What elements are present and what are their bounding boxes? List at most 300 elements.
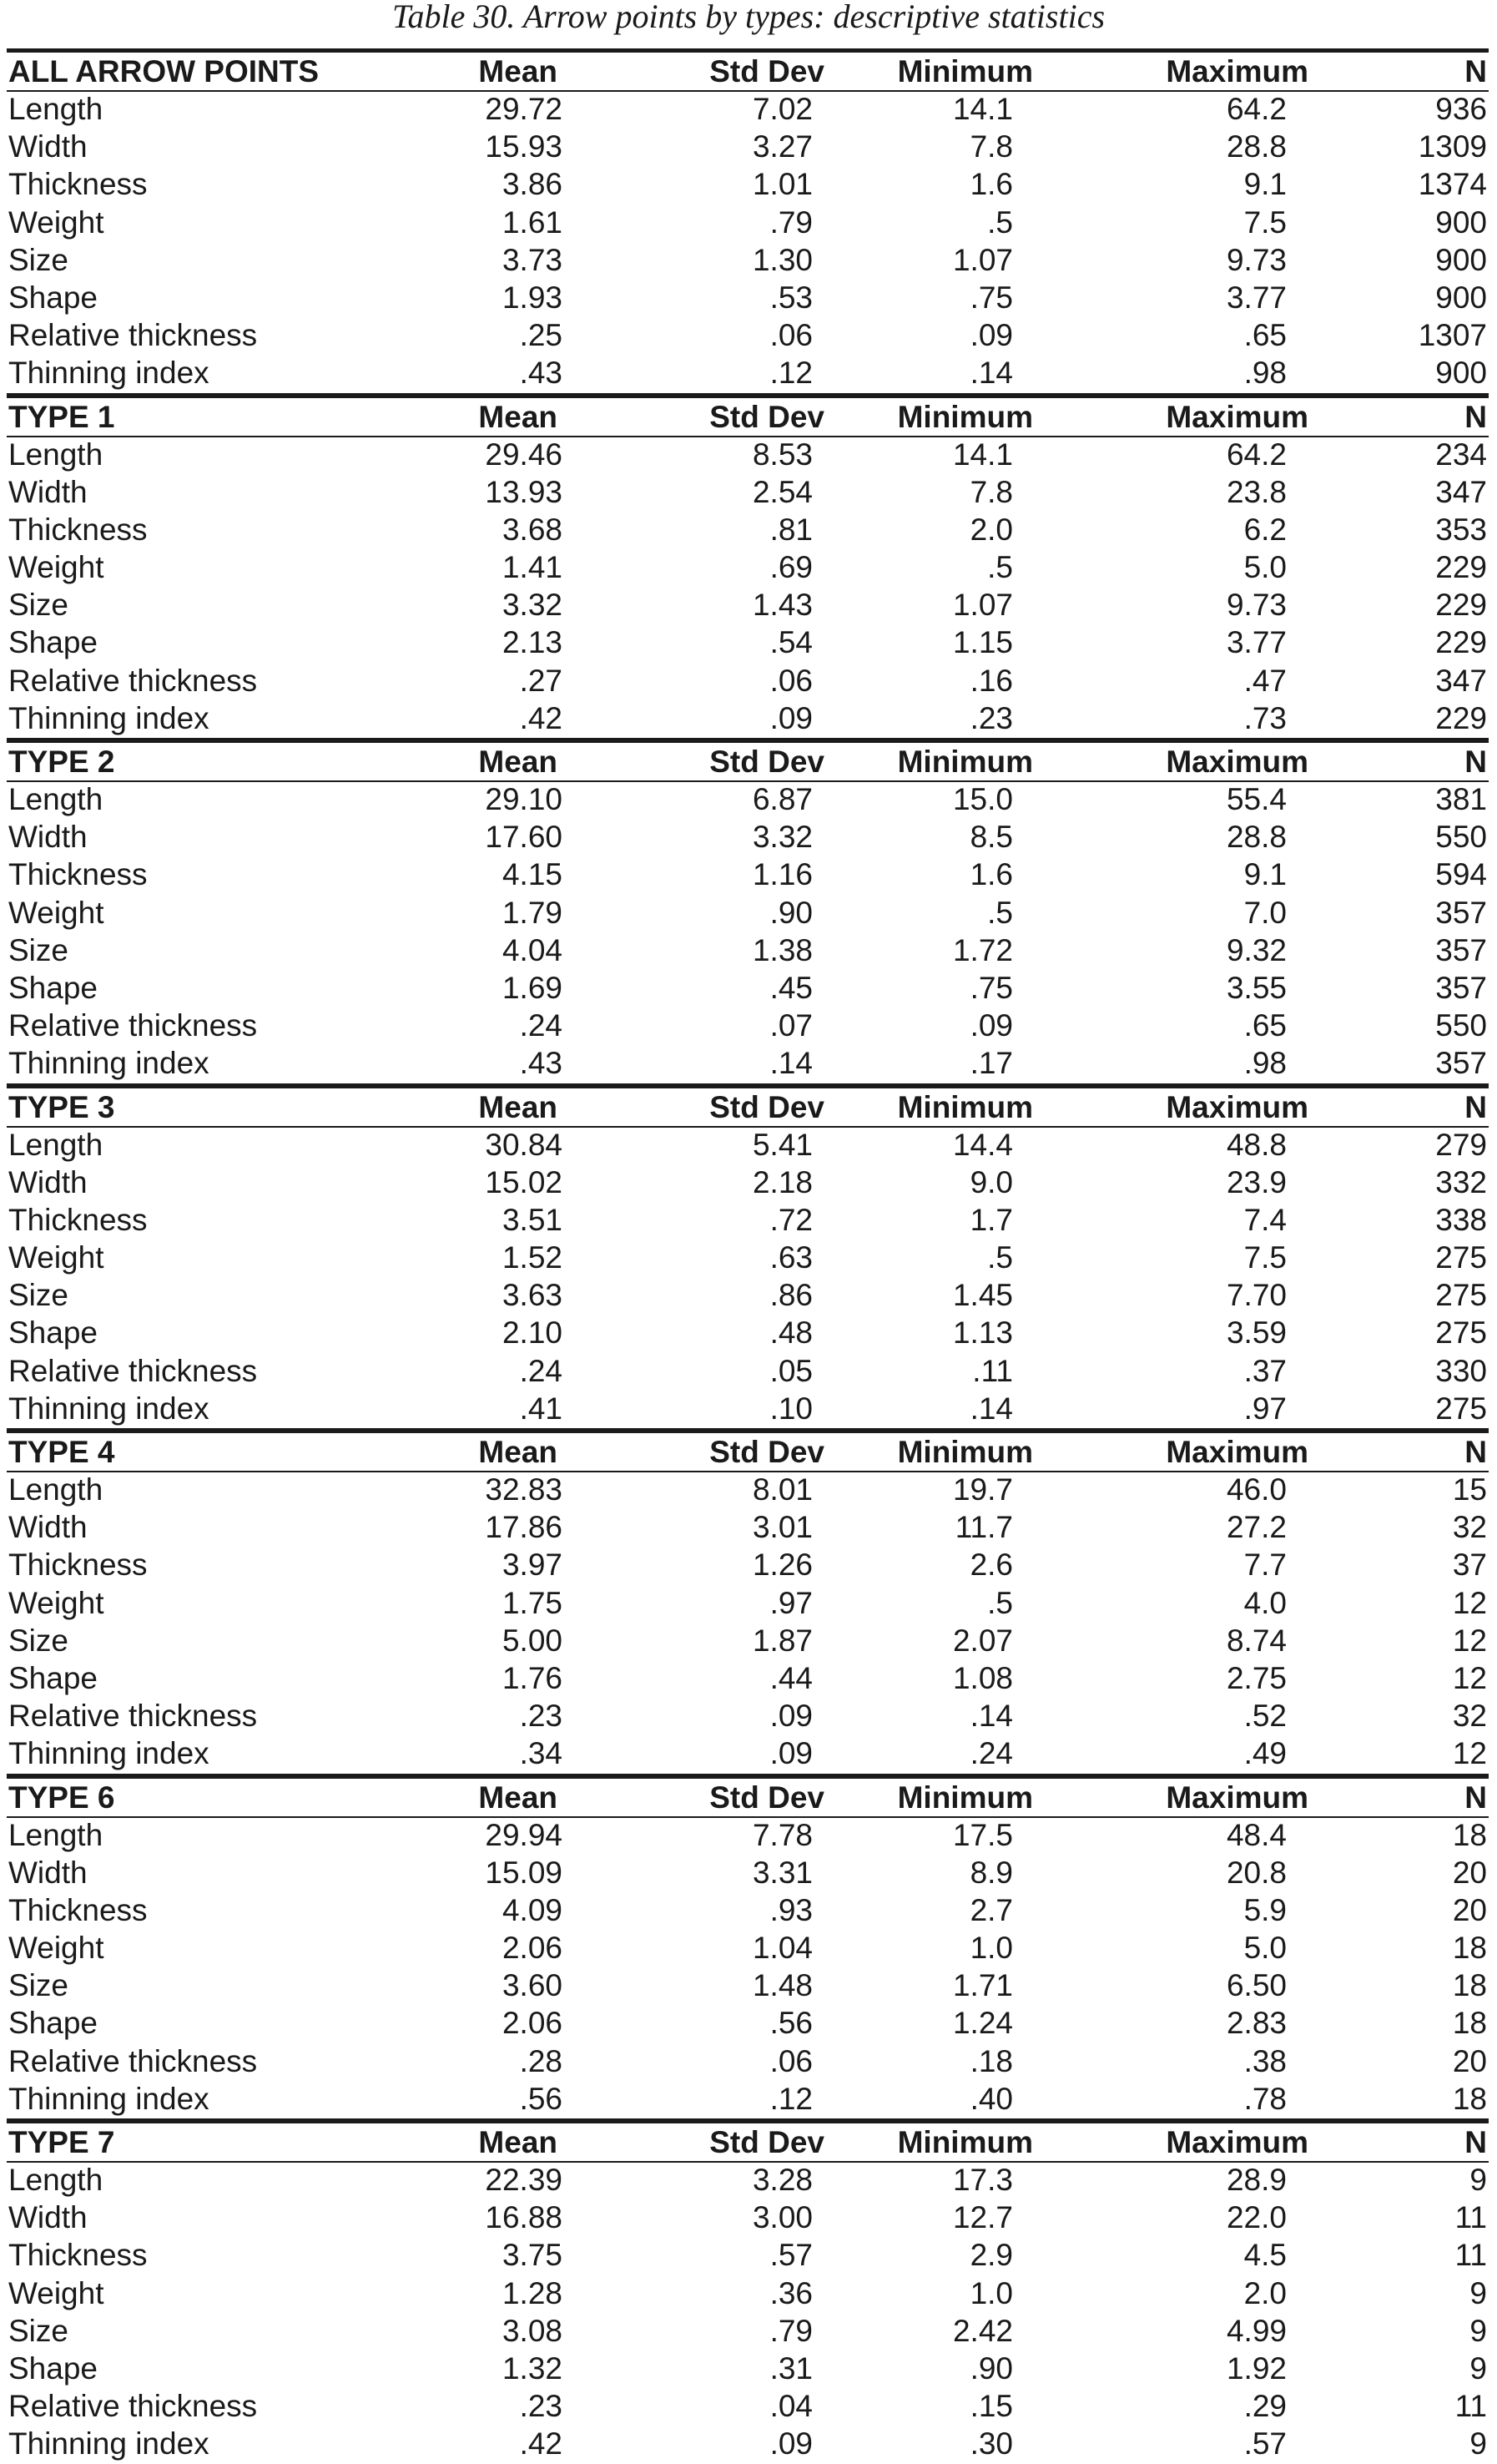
table-cell: .06 xyxy=(769,663,813,698)
table-cell: 20 xyxy=(1452,1855,1487,1890)
column-header: Maximum xyxy=(1166,2125,1308,2159)
table-cell: 64.2 xyxy=(1226,437,1287,472)
table-cell: 12 xyxy=(1452,1585,1487,1620)
section-title: TYPE 1 xyxy=(8,399,115,434)
table-cell: 22.39 xyxy=(485,2163,562,2197)
table-cell: 2.9 xyxy=(970,2238,1013,2273)
row-label: Shape xyxy=(8,1315,98,1351)
row-label: Weight xyxy=(8,2275,104,2310)
table-cell: 3.28 xyxy=(752,2163,813,2197)
table-cell: 6.50 xyxy=(1226,1968,1287,2003)
table-section xyxy=(7,1428,1489,1774)
table-cell: 7.0 xyxy=(1243,895,1287,930)
table-cell: .28 xyxy=(519,2043,562,2078)
table-section xyxy=(7,1083,1489,1429)
table-cell: 1.07 xyxy=(952,588,1013,623)
table-cell: 7.02 xyxy=(752,92,813,126)
table-cell: 357 xyxy=(1435,1046,1487,1081)
row-label: Relative thickness xyxy=(8,663,258,698)
row-label: Size xyxy=(8,1623,68,1658)
table-cell: 234 xyxy=(1435,437,1487,472)
table-cell: 12 xyxy=(1452,1660,1487,1695)
table-cell: 27.2 xyxy=(1226,1510,1287,1545)
table-cell: 3.08 xyxy=(502,2313,562,2348)
table-row xyxy=(7,1277,1489,1315)
table-cell: .23 xyxy=(519,1699,562,1734)
row-label: Size xyxy=(8,1968,68,2003)
table-cell: .24 xyxy=(519,1008,562,1043)
table-cell: 9 xyxy=(1469,2313,1487,2348)
table-cell: .72 xyxy=(769,1202,813,1237)
table-row xyxy=(7,1007,1489,1045)
table-cell: 7.78 xyxy=(752,1817,813,1852)
table-row xyxy=(7,624,1489,662)
table-cell: .12 xyxy=(769,356,813,391)
section-header-row xyxy=(7,1774,1489,1817)
table-row xyxy=(7,856,1489,894)
table-cell: 279 xyxy=(1435,1127,1487,1162)
table-cell: 9.1 xyxy=(1243,857,1287,892)
table-cell: 3.97 xyxy=(502,1548,562,1583)
table-cell: 8.5 xyxy=(970,820,1013,855)
table-cell: 28.8 xyxy=(1226,820,1287,855)
column-header: N xyxy=(1464,745,1487,779)
table-cell: 1307 xyxy=(1418,318,1487,353)
table-cell: .31 xyxy=(769,2350,813,2386)
row-label: Shape xyxy=(8,2006,98,2041)
table-row xyxy=(7,1585,1489,1623)
row-label: Relative thickness xyxy=(8,1699,258,1734)
row-label: Width xyxy=(8,820,88,855)
column-header: Minimum xyxy=(897,745,1033,779)
table-cell: 7.5 xyxy=(1243,1240,1287,1275)
table-row xyxy=(7,1817,1489,1855)
table-cell: 64.2 xyxy=(1226,92,1287,126)
row-label: Weight xyxy=(8,550,104,585)
table-cell: 1.69 xyxy=(502,970,562,1005)
row-label: Weight xyxy=(8,1585,104,1620)
table-cell: 18 xyxy=(1452,2006,1487,2041)
table-cell: .42 xyxy=(519,700,562,735)
table-cell: 347 xyxy=(1435,474,1487,509)
table-cell: 1.52 xyxy=(502,1240,562,1275)
table-cell: .78 xyxy=(1243,2081,1287,2116)
table-cell: 48.4 xyxy=(1226,1817,1287,1852)
table-cell: 20.8 xyxy=(1226,1855,1287,1890)
table-cell: .5 xyxy=(987,1585,1013,1620)
column-header: N xyxy=(1464,54,1487,88)
column-header: Std Dev xyxy=(709,2125,824,2159)
table-cell: .47 xyxy=(1243,663,1287,698)
table-cell: .06 xyxy=(769,2043,813,2078)
column-header: Minimum xyxy=(897,399,1033,434)
table-cell: 6.87 xyxy=(752,782,813,816)
table-cell: 29.10 xyxy=(485,782,562,816)
table-cell: 46.0 xyxy=(1226,1472,1287,1507)
table-cell: 1.32 xyxy=(502,2350,562,2386)
column-header: Mean xyxy=(478,1435,557,1469)
table-cell: 2.06 xyxy=(502,2006,562,2041)
table-cell: .52 xyxy=(1243,1699,1287,1734)
table-cell: 330 xyxy=(1435,1353,1487,1388)
table-cell: 30.84 xyxy=(485,1127,562,1162)
table-row xyxy=(7,932,1489,970)
table-row xyxy=(7,2313,1489,2350)
table-cell: 7.8 xyxy=(970,474,1013,509)
table-cell: 8.74 xyxy=(1226,1623,1287,1658)
table-cell: 1.01 xyxy=(752,167,813,202)
row-label: Length xyxy=(8,1817,103,1852)
table-cell: 8.53 xyxy=(752,437,813,472)
table-cell: .53 xyxy=(769,280,813,315)
table-cell: 2.0 xyxy=(1243,2275,1287,2310)
table-row xyxy=(7,2199,1489,2237)
table-cell: .5 xyxy=(987,204,1013,240)
table-cell: .57 xyxy=(769,2238,813,2273)
column-header: Maximum xyxy=(1166,1780,1308,1815)
column-header: Std Dev xyxy=(709,745,824,779)
table-cell: 2.54 xyxy=(752,474,813,509)
section-header-row xyxy=(7,48,1489,91)
row-label: Length xyxy=(8,437,103,472)
table-cell: 1.6 xyxy=(970,857,1013,892)
table-row xyxy=(7,1967,1489,2005)
table-cell: 1.15 xyxy=(952,625,1013,660)
table-cell: 9 xyxy=(1469,2426,1487,2461)
table-cell: 5.0 xyxy=(1243,1931,1287,1966)
table-cell: 3.63 xyxy=(502,1278,562,1313)
table-row xyxy=(7,2081,1489,2118)
row-label: Relative thickness xyxy=(8,318,258,353)
table-row xyxy=(7,1930,1489,1967)
table-row xyxy=(7,166,1489,204)
row-label: Size xyxy=(8,1278,68,1313)
table-cell: 332 xyxy=(1435,1164,1487,1199)
table-cell: .27 xyxy=(519,663,562,698)
table-cell: .48 xyxy=(769,1315,813,1351)
table-section xyxy=(7,2118,1489,2464)
table-cell: 9 xyxy=(1469,2163,1487,2197)
table-cell: .5 xyxy=(987,1240,1013,1275)
table-cell: 3.55 xyxy=(1226,970,1287,1005)
row-label: Weight xyxy=(8,1931,104,1966)
table-row xyxy=(7,280,1489,317)
section-header-row xyxy=(7,2118,1489,2162)
table-cell: .05 xyxy=(769,1353,813,1388)
table-cell: 3.32 xyxy=(502,588,562,623)
row-label: Size xyxy=(8,932,68,967)
table-cell: .29 xyxy=(1243,2389,1287,2424)
row-label: Thickness xyxy=(8,2238,148,2273)
table-cell: 15.0 xyxy=(952,782,1013,816)
table-cell: 17.5 xyxy=(952,1817,1013,1852)
table-cell: .09 xyxy=(970,318,1013,353)
table-cell: 353 xyxy=(1435,512,1487,547)
table-row xyxy=(7,129,1489,166)
table-row xyxy=(7,1855,1489,1892)
table-row xyxy=(7,437,1489,474)
table-cell: .81 xyxy=(769,512,813,547)
row-label: Thickness xyxy=(8,1892,148,1927)
column-header: Mean xyxy=(478,1780,557,1815)
column-header: Std Dev xyxy=(709,1089,824,1124)
row-label: Weight xyxy=(8,1240,104,1275)
table-cell: 11 xyxy=(1454,2200,1487,2235)
row-label: Thinning index xyxy=(8,356,209,391)
row-label: Length xyxy=(8,92,103,126)
table-cell: 900 xyxy=(1435,280,1487,315)
row-label: Length xyxy=(8,1127,103,1162)
table-cell: .14 xyxy=(970,1699,1013,1734)
table-cell: .36 xyxy=(769,2275,813,2310)
table-cell: 7.7 xyxy=(1243,1548,1287,1583)
table-cell: 900 xyxy=(1435,356,1487,391)
column-header: N xyxy=(1464,1435,1487,1469)
table-cell: .09 xyxy=(769,1699,813,1734)
table-cell: 5.0 xyxy=(1243,550,1287,585)
column-header: N xyxy=(1464,2125,1487,2159)
table-row xyxy=(7,549,1489,587)
table-cell: 22.0 xyxy=(1226,2200,1287,2235)
table-cell: 2.0 xyxy=(970,512,1013,547)
table-row xyxy=(7,2426,1489,2463)
row-label: Thickness xyxy=(8,167,148,202)
table-cell: .90 xyxy=(970,2350,1013,2386)
column-header: Maximum xyxy=(1166,1089,1308,1124)
table-cell: 17.86 xyxy=(485,1510,562,1545)
table-row xyxy=(7,2005,1489,2042)
table-cell: 3.68 xyxy=(502,512,562,547)
table-row xyxy=(7,2275,1489,2313)
table-row xyxy=(7,1547,1489,1584)
table-cell: 1.28 xyxy=(502,2275,562,2310)
table-row xyxy=(7,1202,1489,1240)
table-cell: 229 xyxy=(1435,625,1487,660)
table-row xyxy=(7,242,1489,280)
table-cell: 1.87 xyxy=(752,1623,813,1658)
table-cell: .79 xyxy=(769,2313,813,2348)
table-cell: 357 xyxy=(1435,932,1487,967)
table-cell: .09 xyxy=(769,700,813,735)
table-cell: 28.8 xyxy=(1226,129,1287,164)
table-cell: 7.5 xyxy=(1243,204,1287,240)
statistics-table xyxy=(7,48,1489,2464)
table-cell: 4.09 xyxy=(502,1892,562,1927)
table-cell: .93 xyxy=(769,1892,813,1927)
table-cell: 15 xyxy=(1452,1472,1487,1507)
table-cell: 1309 xyxy=(1418,129,1487,164)
row-label: Width xyxy=(8,1510,88,1545)
table-row xyxy=(7,1391,1489,1428)
table-cell: 1374 xyxy=(1418,167,1487,202)
table-cell: 4.04 xyxy=(502,932,562,967)
table-cell: .54 xyxy=(769,625,813,660)
table-cell: 2.7 xyxy=(970,1892,1013,1927)
row-label: Width xyxy=(8,129,88,164)
row-label: Length xyxy=(8,2163,103,2197)
table-cell: .90 xyxy=(769,895,813,930)
table-cell: 1.26 xyxy=(752,1548,813,1583)
column-header: Mean xyxy=(478,1089,557,1124)
table-cell: 275 xyxy=(1435,1315,1487,1351)
table-cell: .57 xyxy=(1243,2426,1287,2461)
table-row xyxy=(7,317,1489,355)
table-cell: 11 xyxy=(1454,2389,1487,2424)
table-row xyxy=(7,1315,1489,1352)
table-cell: 9.73 xyxy=(1226,242,1287,277)
row-label: Width xyxy=(8,1164,88,1199)
table-cell: 11.7 xyxy=(955,1510,1013,1545)
table-cell: 550 xyxy=(1435,820,1487,855)
table-cell: .45 xyxy=(769,970,813,1005)
table-row xyxy=(7,1353,1489,1391)
table-cell: 9.1 xyxy=(1243,167,1287,202)
table-cell: .49 xyxy=(1243,1736,1287,1771)
table-cell: .42 xyxy=(519,2426,562,2461)
table-cell: 20 xyxy=(1452,1892,1487,1927)
table-cell: .23 xyxy=(519,2389,562,2424)
table-cell: 15.09 xyxy=(485,1855,562,1890)
table-row xyxy=(7,355,1489,392)
table-cell: 550 xyxy=(1435,1008,1487,1043)
column-header: Std Dev xyxy=(709,54,824,88)
table-cell: 1.48 xyxy=(752,1968,813,2003)
table-cell: 229 xyxy=(1435,588,1487,623)
table-cell: 32 xyxy=(1452,1510,1487,1545)
column-header: Maximum xyxy=(1166,1435,1308,1469)
table-row xyxy=(7,2162,1489,2199)
section-header-row xyxy=(7,738,1489,781)
table-cell: 8.01 xyxy=(752,1472,813,1507)
table-row xyxy=(7,1698,1489,1735)
table-cell: 13.93 xyxy=(485,474,562,509)
row-label: Thinning index xyxy=(8,2426,209,2461)
column-header: Std Dev xyxy=(709,1435,824,1469)
table-row xyxy=(7,204,1489,242)
table-cell: .12 xyxy=(769,2081,813,2116)
table-cell: .98 xyxy=(1243,1046,1287,1081)
table-cell: .23 xyxy=(970,700,1013,735)
column-header: Maximum xyxy=(1166,745,1308,779)
table-cell: 9 xyxy=(1469,2350,1487,2386)
table-cell: 2.07 xyxy=(952,1623,1013,1658)
table-row xyxy=(7,663,1489,700)
table-cell: .69 xyxy=(769,550,813,585)
table-cell: .16 xyxy=(970,663,1013,698)
column-header: Minimum xyxy=(897,2125,1033,2159)
table-cell: 2.06 xyxy=(502,1931,562,1966)
table-cell: .09 xyxy=(769,2426,813,2461)
table-cell: 29.94 xyxy=(485,1817,562,1852)
row-label: Relative thickness xyxy=(8,1008,258,1043)
table-cell: 900 xyxy=(1435,204,1487,240)
table-cell: 18 xyxy=(1452,1968,1487,2003)
table-cell: 1.92 xyxy=(1226,2350,1287,2386)
table-cell: .10 xyxy=(769,1391,813,1426)
table-cell: 1.0 xyxy=(970,1931,1013,1966)
table-cell: 23.9 xyxy=(1226,1164,1287,1199)
row-label: Thickness xyxy=(8,512,148,547)
table-cell: 275 xyxy=(1435,1240,1487,1275)
table-row xyxy=(7,587,1489,624)
table-row xyxy=(7,2043,1489,2081)
table-cell: 3.60 xyxy=(502,1968,562,2003)
row-label: Shape xyxy=(8,970,98,1005)
table-cell: 7.4 xyxy=(1243,1202,1287,1237)
table-row xyxy=(7,1892,1489,1930)
row-label: Shape xyxy=(8,280,98,315)
table-cell: .34 xyxy=(519,1736,562,1771)
table-cell: 1.76 xyxy=(502,1660,562,1695)
table-row xyxy=(7,474,1489,512)
row-label: Shape xyxy=(8,1660,98,1695)
row-label: Length xyxy=(8,1472,103,1507)
table-cell: 3.73 xyxy=(502,242,562,277)
table-cell: 1.43 xyxy=(752,588,813,623)
table-cell: 3.00 xyxy=(752,2200,813,2235)
table-cell: .11 xyxy=(972,1353,1013,1388)
table-cell: .14 xyxy=(970,1391,1013,1426)
table-cell: 381 xyxy=(1435,782,1487,816)
table-cell: 275 xyxy=(1435,1278,1487,1313)
table-row xyxy=(7,700,1489,738)
row-label: Thinning index xyxy=(8,1046,209,1081)
table-cell: 229 xyxy=(1435,700,1487,735)
table-cell: .17 xyxy=(970,1046,1013,1081)
table-cell: .98 xyxy=(1243,356,1287,391)
row-label: Width xyxy=(8,474,88,509)
row-label: Shape xyxy=(8,2350,98,2386)
table-row xyxy=(7,2388,1489,2426)
row-label: Thinning index xyxy=(8,1736,209,1771)
column-header: N xyxy=(1464,1780,1487,1815)
table-cell: 7.70 xyxy=(1226,1278,1287,1313)
table-cell: 18 xyxy=(1452,2081,1487,2116)
section-title: TYPE 4 xyxy=(8,1435,115,1469)
table-cell: .63 xyxy=(769,1240,813,1275)
table-cell: .79 xyxy=(769,204,813,240)
row-label: Thickness xyxy=(8,1548,148,1583)
table-cell: 275 xyxy=(1435,1391,1487,1426)
row-label: Shape xyxy=(8,625,98,660)
table-cell: .43 xyxy=(519,356,562,391)
column-header: Minimum xyxy=(897,1089,1033,1124)
table-cell: 3.27 xyxy=(752,129,813,164)
table-cell: .97 xyxy=(769,1585,813,1620)
row-label: Width xyxy=(8,1855,88,1890)
table-cell: 1.79 xyxy=(502,895,562,930)
table-cell: .14 xyxy=(769,1046,813,1081)
table-cell: .24 xyxy=(519,1353,562,1388)
column-header: Mean xyxy=(478,2125,557,2159)
table-cell: 12 xyxy=(1452,1736,1487,1771)
table-cell: .73 xyxy=(1243,700,1287,735)
table-cell: 5.00 xyxy=(502,1623,562,1658)
table-cell: 594 xyxy=(1435,857,1487,892)
row-label: Thickness xyxy=(8,857,148,892)
table-cell: 1.61 xyxy=(502,204,562,240)
table-cell: 1.93 xyxy=(502,280,562,315)
table-cell: 3.31 xyxy=(752,1855,813,1890)
table-cell: 1.30 xyxy=(752,242,813,277)
row-label: Thinning index xyxy=(8,700,209,735)
table-cell: 14.1 xyxy=(952,92,1013,126)
table-cell: 1.04 xyxy=(752,1931,813,1966)
column-header: Maximum xyxy=(1166,399,1308,434)
section-title: TYPE 3 xyxy=(8,1089,115,1124)
table-section xyxy=(7,738,1489,1083)
table-section xyxy=(7,48,1489,393)
